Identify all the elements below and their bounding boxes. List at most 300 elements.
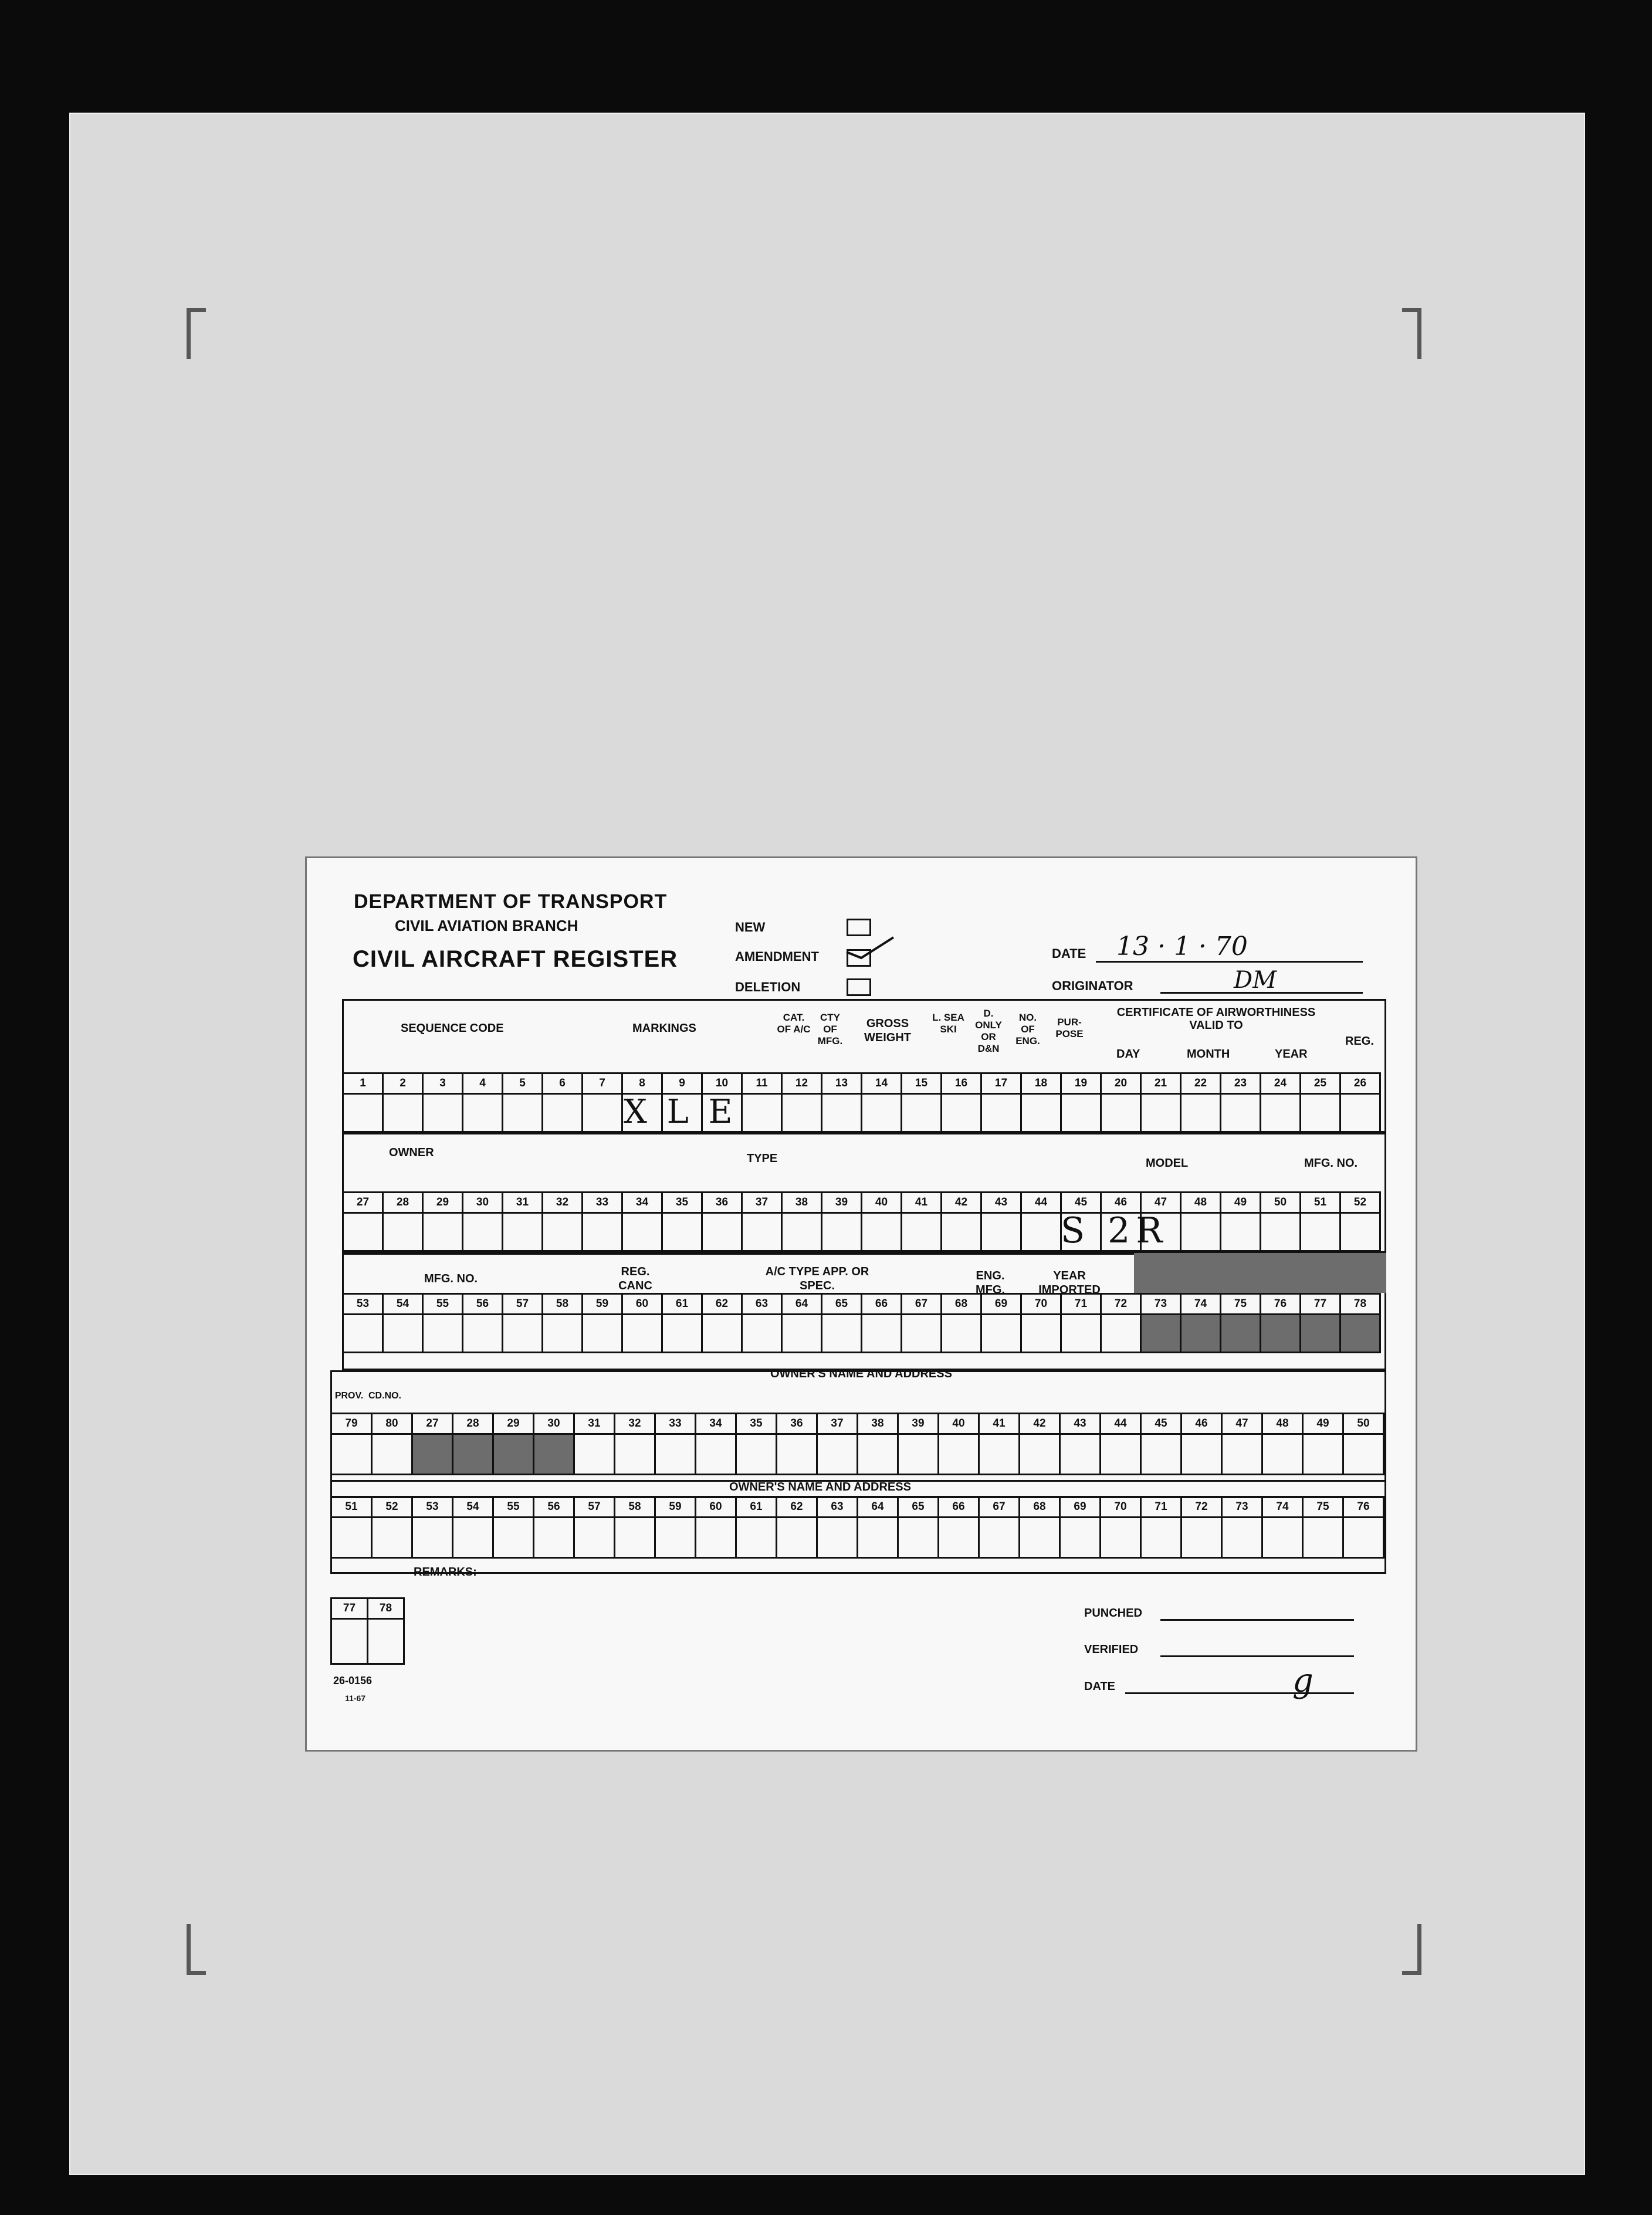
entry-cell[interactable] bbox=[422, 1313, 463, 1353]
entry-cell[interactable] bbox=[422, 1212, 463, 1252]
column-number: 37 bbox=[741, 1191, 783, 1214]
entry-cell[interactable] bbox=[1059, 1433, 1101, 1475]
l-sea-ski-label: L. SEA SKI bbox=[932, 1012, 964, 1035]
entry-cell[interactable] bbox=[541, 1212, 583, 1252]
row4-col bbox=[1059, 1413, 1101, 1475]
row3-col bbox=[861, 1293, 902, 1353]
column-number: 38 bbox=[857, 1413, 899, 1435]
entry-cell[interactable] bbox=[1180, 1093, 1221, 1133]
entry-cell[interactable] bbox=[980, 1212, 1022, 1252]
entry-cell[interactable] bbox=[541, 1313, 583, 1353]
column-number: 6 bbox=[541, 1072, 583, 1095]
entry-cell[interactable] bbox=[735, 1433, 777, 1475]
column-number: 11 bbox=[741, 1072, 783, 1095]
entry-cell[interactable] bbox=[1180, 1433, 1223, 1475]
entry-cell[interactable] bbox=[502, 1313, 543, 1353]
row2-col bbox=[661, 1191, 703, 1252]
row4-col bbox=[411, 1413, 453, 1475]
entry-cell[interactable] bbox=[462, 1313, 503, 1353]
column-number: 65 bbox=[821, 1293, 862, 1315]
column-number: 28 bbox=[452, 1413, 494, 1435]
month-label: MONTH bbox=[1187, 1048, 1230, 1061]
column-number: 8 bbox=[621, 1072, 663, 1095]
originator-value: DM bbox=[1234, 967, 1277, 994]
entry-cell[interactable] bbox=[342, 1212, 384, 1252]
row3-col bbox=[422, 1293, 463, 1353]
entry-cell[interactable] bbox=[781, 1212, 822, 1252]
row1-col bbox=[821, 1072, 862, 1133]
column-number: 63 bbox=[741, 1293, 783, 1315]
column-number: 49 bbox=[1220, 1191, 1261, 1214]
entry-cell[interactable] bbox=[980, 1093, 1022, 1133]
column-number: 30 bbox=[462, 1191, 503, 1214]
column-number: 45 bbox=[1140, 1413, 1182, 1435]
column-number: 39 bbox=[821, 1191, 862, 1214]
row2-col bbox=[1260, 1191, 1301, 1252]
entry-cell[interactable] bbox=[502, 1093, 543, 1133]
column-number: 48 bbox=[1261, 1413, 1304, 1435]
entry-cell[interactable] bbox=[1180, 1212, 1221, 1252]
entry-cell[interactable] bbox=[1099, 1516, 1142, 1559]
row1-col bbox=[1180, 1072, 1221, 1133]
remarks-label: REMARKS: bbox=[414, 1566, 477, 1579]
entry-cell[interactable] bbox=[573, 1433, 615, 1475]
row4-col bbox=[978, 1413, 1020, 1475]
column-number: 13 bbox=[821, 1072, 862, 1095]
column-number: 73 bbox=[1221, 1496, 1263, 1518]
column-number: 60 bbox=[621, 1293, 663, 1315]
entry-cell[interactable] bbox=[821, 1093, 862, 1133]
row5-col bbox=[371, 1496, 413, 1559]
row5-col bbox=[857, 1496, 899, 1559]
eng-mfg-label: ENG. MFG. bbox=[976, 1269, 1005, 1296]
entry-cell[interactable] bbox=[857, 1433, 899, 1475]
row1-col bbox=[1140, 1072, 1182, 1133]
row3-col bbox=[1299, 1293, 1341, 1353]
entry-cell[interactable] bbox=[821, 1212, 862, 1252]
entry-cell[interactable] bbox=[1261, 1433, 1304, 1475]
entry-cell[interactable] bbox=[462, 1212, 503, 1252]
row2-col bbox=[1299, 1191, 1341, 1252]
markings-value: X L E bbox=[624, 1093, 737, 1131]
reg-label: REG. bbox=[1345, 1035, 1374, 1048]
column-number: 58 bbox=[614, 1496, 656, 1518]
column-number: 58 bbox=[541, 1293, 583, 1315]
column-number: 55 bbox=[422, 1293, 463, 1315]
row1-col bbox=[1060, 1072, 1102, 1133]
row4-col bbox=[492, 1413, 534, 1475]
column-number: 36 bbox=[776, 1413, 818, 1435]
entry-cell[interactable] bbox=[621, 1313, 663, 1353]
column-number: 51 bbox=[330, 1496, 373, 1518]
entry-cell[interactable] bbox=[701, 1212, 743, 1252]
entry-cell[interactable] bbox=[371, 1516, 413, 1559]
entry-cell[interactable] bbox=[1342, 1433, 1384, 1475]
entry-cell[interactable] bbox=[581, 1313, 623, 1353]
purpose-label: PUR- POSE bbox=[1055, 1017, 1084, 1039]
ac-type-label: A/C TYPE APP. OR SPEC. bbox=[765, 1265, 869, 1292]
entry-cell[interactable] bbox=[1339, 1093, 1381, 1133]
row5-col bbox=[614, 1496, 656, 1559]
column-number: 54 bbox=[382, 1293, 424, 1315]
entry-cell[interactable] bbox=[581, 1212, 623, 1252]
row1-col bbox=[502, 1072, 543, 1133]
option-new-checkbox[interactable] bbox=[847, 919, 871, 936]
entry-cell[interactable] bbox=[1220, 1093, 1261, 1133]
entry-cell[interactable] bbox=[1100, 1313, 1142, 1353]
entry-cell[interactable] bbox=[861, 1212, 902, 1252]
entry-cell[interactable] bbox=[1059, 1516, 1101, 1559]
entry-cell[interactable] bbox=[1140, 1093, 1182, 1133]
column-number: 30 bbox=[533, 1413, 575, 1435]
column-number: 66 bbox=[937, 1496, 980, 1518]
date-value-2: g bbox=[1292, 1662, 1314, 1700]
column-number: 31 bbox=[573, 1413, 615, 1435]
column-number: 12 bbox=[781, 1072, 822, 1095]
year-imported-label: YEAR IMPORTED bbox=[1038, 1269, 1101, 1296]
column-number: 59 bbox=[581, 1293, 623, 1315]
column-number: 46 bbox=[1180, 1413, 1223, 1435]
column-number: 78 bbox=[1339, 1293, 1381, 1315]
column-number: 69 bbox=[980, 1293, 1022, 1315]
entry-cell[interactable] bbox=[940, 1212, 982, 1252]
entry-cell[interactable] bbox=[411, 1433, 453, 1475]
entry-cell[interactable] bbox=[735, 1516, 777, 1559]
entry-cell[interactable] bbox=[1220, 1212, 1261, 1252]
row6-col bbox=[330, 1597, 368, 1665]
column-number: 20 bbox=[1100, 1072, 1142, 1095]
entry-cell[interactable] bbox=[901, 1212, 942, 1252]
row5-col bbox=[1302, 1496, 1344, 1559]
column-number: 76 bbox=[1260, 1293, 1301, 1315]
row3-col bbox=[342, 1293, 384, 1353]
row1-col bbox=[741, 1072, 783, 1133]
column-number: 61 bbox=[661, 1293, 703, 1315]
entry-cell[interactable] bbox=[371, 1433, 413, 1475]
column-number: 7 bbox=[581, 1072, 623, 1095]
row4-col bbox=[1018, 1413, 1061, 1475]
entry-cell[interactable] bbox=[1180, 1313, 1221, 1353]
entry-cell[interactable] bbox=[1221, 1433, 1263, 1475]
row5-col bbox=[937, 1496, 980, 1559]
row5-col bbox=[654, 1496, 696, 1559]
row2-col bbox=[1339, 1191, 1381, 1252]
date-value: 13 · 1 · 70 bbox=[1116, 932, 1248, 961]
entry-cell[interactable] bbox=[1302, 1433, 1344, 1475]
row5-col bbox=[735, 1496, 777, 1559]
entry-cell[interactable] bbox=[1020, 1212, 1062, 1252]
entry-cell[interactable] bbox=[1260, 1212, 1301, 1252]
markings-label: MARKINGS bbox=[632, 1022, 696, 1035]
column-number: 21 bbox=[1140, 1072, 1182, 1095]
entry-cell[interactable] bbox=[330, 1433, 373, 1475]
entry-cell[interactable] bbox=[533, 1516, 575, 1559]
entry-cell[interactable] bbox=[1339, 1313, 1381, 1353]
entry-cell[interactable] bbox=[382, 1093, 424, 1133]
entry-cell[interactable] bbox=[581, 1093, 623, 1133]
column-number: 17 bbox=[980, 1072, 1022, 1095]
row1-col bbox=[781, 1072, 822, 1133]
column-number: 66 bbox=[861, 1293, 902, 1315]
column-number: 23 bbox=[1220, 1072, 1261, 1095]
entry-cell[interactable] bbox=[422, 1093, 463, 1133]
entry-cell[interactable] bbox=[1260, 1093, 1301, 1133]
year-label: YEAR bbox=[1275, 1048, 1308, 1061]
entry-cell[interactable] bbox=[661, 1212, 703, 1252]
entry-cell[interactable] bbox=[937, 1433, 980, 1475]
row5-col bbox=[1342, 1496, 1384, 1559]
owner-name-address-label-2: OWNER'S NAME AND ADDRESS bbox=[729, 1481, 911, 1493]
entry-cell[interactable] bbox=[661, 1313, 703, 1353]
column-number: 26 bbox=[1339, 1072, 1381, 1095]
row3-col bbox=[1140, 1293, 1182, 1353]
column-number: 42 bbox=[940, 1191, 982, 1214]
column-number: 77 bbox=[330, 1597, 368, 1620]
prov-label: PROV. bbox=[334, 1391, 364, 1401]
column-number: 1 bbox=[342, 1072, 384, 1095]
row2-col bbox=[701, 1191, 743, 1252]
row4-col bbox=[897, 1413, 939, 1475]
entry-cell[interactable] bbox=[1020, 1313, 1062, 1353]
entry-cell[interactable] bbox=[452, 1433, 494, 1475]
row2-col bbox=[462, 1191, 503, 1252]
entry-cell[interactable] bbox=[1140, 1433, 1182, 1475]
row5-col bbox=[897, 1496, 939, 1559]
owner-label: OWNER bbox=[389, 1146, 434, 1159]
column-number: 65 bbox=[897, 1496, 939, 1518]
d-only-label: D. ONLY OR D&N bbox=[975, 1008, 1002, 1054]
entry-cell[interactable] bbox=[541, 1093, 583, 1133]
row5-col bbox=[1099, 1496, 1142, 1559]
row2-col bbox=[940, 1191, 982, 1252]
entry-cell[interactable] bbox=[781, 1313, 822, 1353]
entry-cell[interactable] bbox=[741, 1212, 783, 1252]
entry-cell[interactable] bbox=[614, 1516, 656, 1559]
entry-cell[interactable] bbox=[1261, 1516, 1304, 1559]
row4-col bbox=[1261, 1413, 1304, 1475]
entry-cell[interactable] bbox=[1060, 1093, 1102, 1133]
column-number: 34 bbox=[695, 1413, 737, 1435]
row3-col bbox=[1260, 1293, 1301, 1353]
row5-col bbox=[1221, 1496, 1263, 1559]
model-label: MODEL bbox=[1146, 1157, 1189, 1170]
row1-col bbox=[1020, 1072, 1062, 1133]
entry-cell[interactable] bbox=[816, 1516, 858, 1559]
entry-cell[interactable] bbox=[1260, 1313, 1301, 1353]
entry-cell[interactable] bbox=[861, 1313, 902, 1353]
entry-cell[interactable] bbox=[382, 1212, 424, 1252]
entry-cell[interactable] bbox=[1140, 1313, 1182, 1353]
column-number: 52 bbox=[1339, 1191, 1381, 1214]
row1-col bbox=[980, 1072, 1022, 1133]
column-number: 40 bbox=[937, 1413, 980, 1435]
column-number: 48 bbox=[1180, 1191, 1221, 1214]
column-number: 50 bbox=[1342, 1413, 1384, 1435]
entry-cell[interactable] bbox=[978, 1433, 1020, 1475]
entry-cell[interactable] bbox=[1221, 1516, 1263, 1559]
entry-cell[interactable] bbox=[367, 1618, 405, 1665]
row-1-cells bbox=[342, 1072, 1379, 1133]
entry-cell[interactable] bbox=[533, 1433, 575, 1475]
entry-cell[interactable] bbox=[897, 1516, 939, 1559]
entry-cell[interactable] bbox=[1018, 1433, 1061, 1475]
certificate-label: CERTIFICATE OF AIRWORTHINESS VALID TO bbox=[1116, 1006, 1316, 1032]
row2-col bbox=[541, 1191, 583, 1252]
entry-cell[interactable] bbox=[573, 1516, 615, 1559]
entry-cell[interactable] bbox=[462, 1093, 503, 1133]
column-number: 45 bbox=[1060, 1191, 1102, 1214]
entry-cell[interactable] bbox=[330, 1618, 368, 1665]
column-number: 22 bbox=[1180, 1072, 1221, 1095]
entry-cell[interactable] bbox=[1299, 1093, 1341, 1133]
verified-label: VERIFIED bbox=[1084, 1643, 1139, 1656]
entry-cell[interactable] bbox=[776, 1516, 818, 1559]
entry-cell[interactable] bbox=[330, 1516, 373, 1559]
entry-cell[interactable] bbox=[901, 1093, 942, 1133]
entry-cell[interactable] bbox=[1099, 1433, 1142, 1475]
row3-col bbox=[581, 1293, 623, 1353]
row4-col bbox=[573, 1413, 615, 1475]
entry-cell[interactable] bbox=[1342, 1516, 1384, 1559]
crop-mark-top-left bbox=[187, 308, 206, 359]
entry-cell[interactable] bbox=[1299, 1313, 1341, 1353]
entry-cell[interactable] bbox=[695, 1516, 737, 1559]
column-number: 28 bbox=[382, 1191, 424, 1214]
entry-cell[interactable] bbox=[937, 1516, 980, 1559]
entry-cell[interactable] bbox=[861, 1093, 902, 1133]
entry-cell[interactable] bbox=[1302, 1516, 1344, 1559]
row5-col bbox=[1140, 1496, 1182, 1559]
punched-label: PUNCHED bbox=[1084, 1607, 1142, 1620]
row2-col bbox=[741, 1191, 783, 1252]
reg-canc-label: REG. CANC bbox=[618, 1265, 652, 1292]
column-number: 14 bbox=[861, 1072, 902, 1095]
column-number: 37 bbox=[816, 1413, 858, 1435]
entry-cell[interactable] bbox=[695, 1433, 737, 1475]
row6-col bbox=[367, 1597, 405, 1665]
row1-col bbox=[541, 1072, 583, 1133]
entry-cell[interactable] bbox=[1100, 1093, 1142, 1133]
row1-col bbox=[462, 1072, 503, 1133]
row3-col bbox=[781, 1293, 822, 1353]
checkmark-icon bbox=[844, 934, 896, 964]
entry-cell[interactable] bbox=[342, 1093, 384, 1133]
entry-cell[interactable] bbox=[901, 1313, 942, 1353]
entry-cell[interactable] bbox=[1060, 1313, 1102, 1353]
entry-cell[interactable] bbox=[821, 1313, 862, 1353]
row3-col bbox=[1100, 1293, 1142, 1353]
entry-cell[interactable] bbox=[621, 1212, 663, 1252]
column-number: 80 bbox=[371, 1413, 413, 1435]
entry-cell[interactable] bbox=[614, 1433, 656, 1475]
row3-col bbox=[661, 1293, 703, 1353]
row2-col bbox=[342, 1191, 384, 1252]
row4-col bbox=[1342, 1413, 1384, 1475]
option-deletion-checkbox[interactable] bbox=[847, 978, 871, 996]
column-number: 10 bbox=[701, 1072, 743, 1095]
entry-cell[interactable] bbox=[1180, 1516, 1223, 1559]
column-number: 64 bbox=[857, 1496, 899, 1518]
row4-col bbox=[533, 1413, 575, 1475]
column-number: 33 bbox=[654, 1413, 696, 1435]
entry-cell[interactable] bbox=[701, 1313, 743, 1353]
entry-cell[interactable] bbox=[776, 1433, 818, 1475]
row4-col bbox=[695, 1413, 737, 1475]
row1-col bbox=[1100, 1072, 1142, 1133]
row3-col bbox=[502, 1293, 543, 1353]
row3-col bbox=[1339, 1293, 1381, 1353]
row2-col bbox=[901, 1191, 942, 1252]
column-number: 71 bbox=[1060, 1293, 1102, 1315]
column-number: 71 bbox=[1140, 1496, 1182, 1518]
entry-cell[interactable] bbox=[1339, 1212, 1381, 1252]
column-number: 52 bbox=[371, 1496, 413, 1518]
row1-col bbox=[342, 1072, 384, 1133]
row1-col bbox=[422, 1072, 463, 1133]
row4-col bbox=[614, 1413, 656, 1475]
entry-cell[interactable] bbox=[654, 1516, 696, 1559]
entry-cell[interactable] bbox=[502, 1212, 543, 1252]
row-6-cells bbox=[330, 1597, 403, 1665]
column-number: 44 bbox=[1020, 1191, 1062, 1214]
register-card bbox=[305, 856, 1417, 1752]
row5-col bbox=[1261, 1496, 1304, 1559]
row2-col bbox=[422, 1191, 463, 1252]
row1-col bbox=[1299, 1072, 1341, 1133]
column-number: 4 bbox=[462, 1072, 503, 1095]
entry-cell[interactable] bbox=[978, 1516, 1020, 1559]
column-number: 29 bbox=[422, 1191, 463, 1214]
column-number: 75 bbox=[1302, 1496, 1344, 1518]
row1-col bbox=[901, 1072, 942, 1133]
entry-cell[interactable] bbox=[781, 1093, 822, 1133]
column-number: 15 bbox=[901, 1072, 942, 1095]
entry-cell[interactable] bbox=[1020, 1093, 1062, 1133]
entry-cell[interactable] bbox=[940, 1313, 982, 1353]
entry-cell[interactable] bbox=[1299, 1212, 1341, 1252]
entry-cell[interactable] bbox=[741, 1093, 783, 1133]
entry-cell[interactable] bbox=[342, 1313, 384, 1353]
entry-cell[interactable] bbox=[980, 1313, 1022, 1353]
entry-cell[interactable] bbox=[741, 1313, 783, 1353]
form-number: 26-0156 bbox=[333, 1675, 373, 1686]
entry-cell[interactable] bbox=[897, 1433, 939, 1475]
entry-cell[interactable] bbox=[452, 1516, 494, 1559]
column-number: 64 bbox=[781, 1293, 822, 1315]
row1-col bbox=[940, 1072, 982, 1133]
entry-cell[interactable] bbox=[1018, 1516, 1061, 1559]
row2-col bbox=[821, 1191, 862, 1252]
entry-cell[interactable] bbox=[857, 1516, 899, 1559]
entry-cell[interactable] bbox=[1220, 1313, 1261, 1353]
entry-cell[interactable] bbox=[492, 1433, 534, 1475]
entry-cell[interactable] bbox=[816, 1433, 858, 1475]
row2-col bbox=[980, 1191, 1022, 1252]
entry-cell[interactable] bbox=[411, 1516, 453, 1559]
column-number: 77 bbox=[1299, 1293, 1341, 1315]
row1-col bbox=[581, 1072, 623, 1133]
column-number: 41 bbox=[978, 1413, 1020, 1435]
mfg-no-label-2: MFG. NO. bbox=[424, 1272, 478, 1285]
entry-cell[interactable] bbox=[382, 1313, 424, 1353]
row4-col bbox=[816, 1413, 858, 1475]
entry-cell[interactable] bbox=[492, 1516, 534, 1559]
entry-cell[interactable] bbox=[654, 1433, 696, 1475]
column-number: 55 bbox=[492, 1496, 534, 1518]
entry-cell[interactable] bbox=[940, 1093, 982, 1133]
department-heading: DEPARTMENT OF TRANSPORT bbox=[354, 890, 668, 913]
entry-cell[interactable] bbox=[1140, 1516, 1182, 1559]
